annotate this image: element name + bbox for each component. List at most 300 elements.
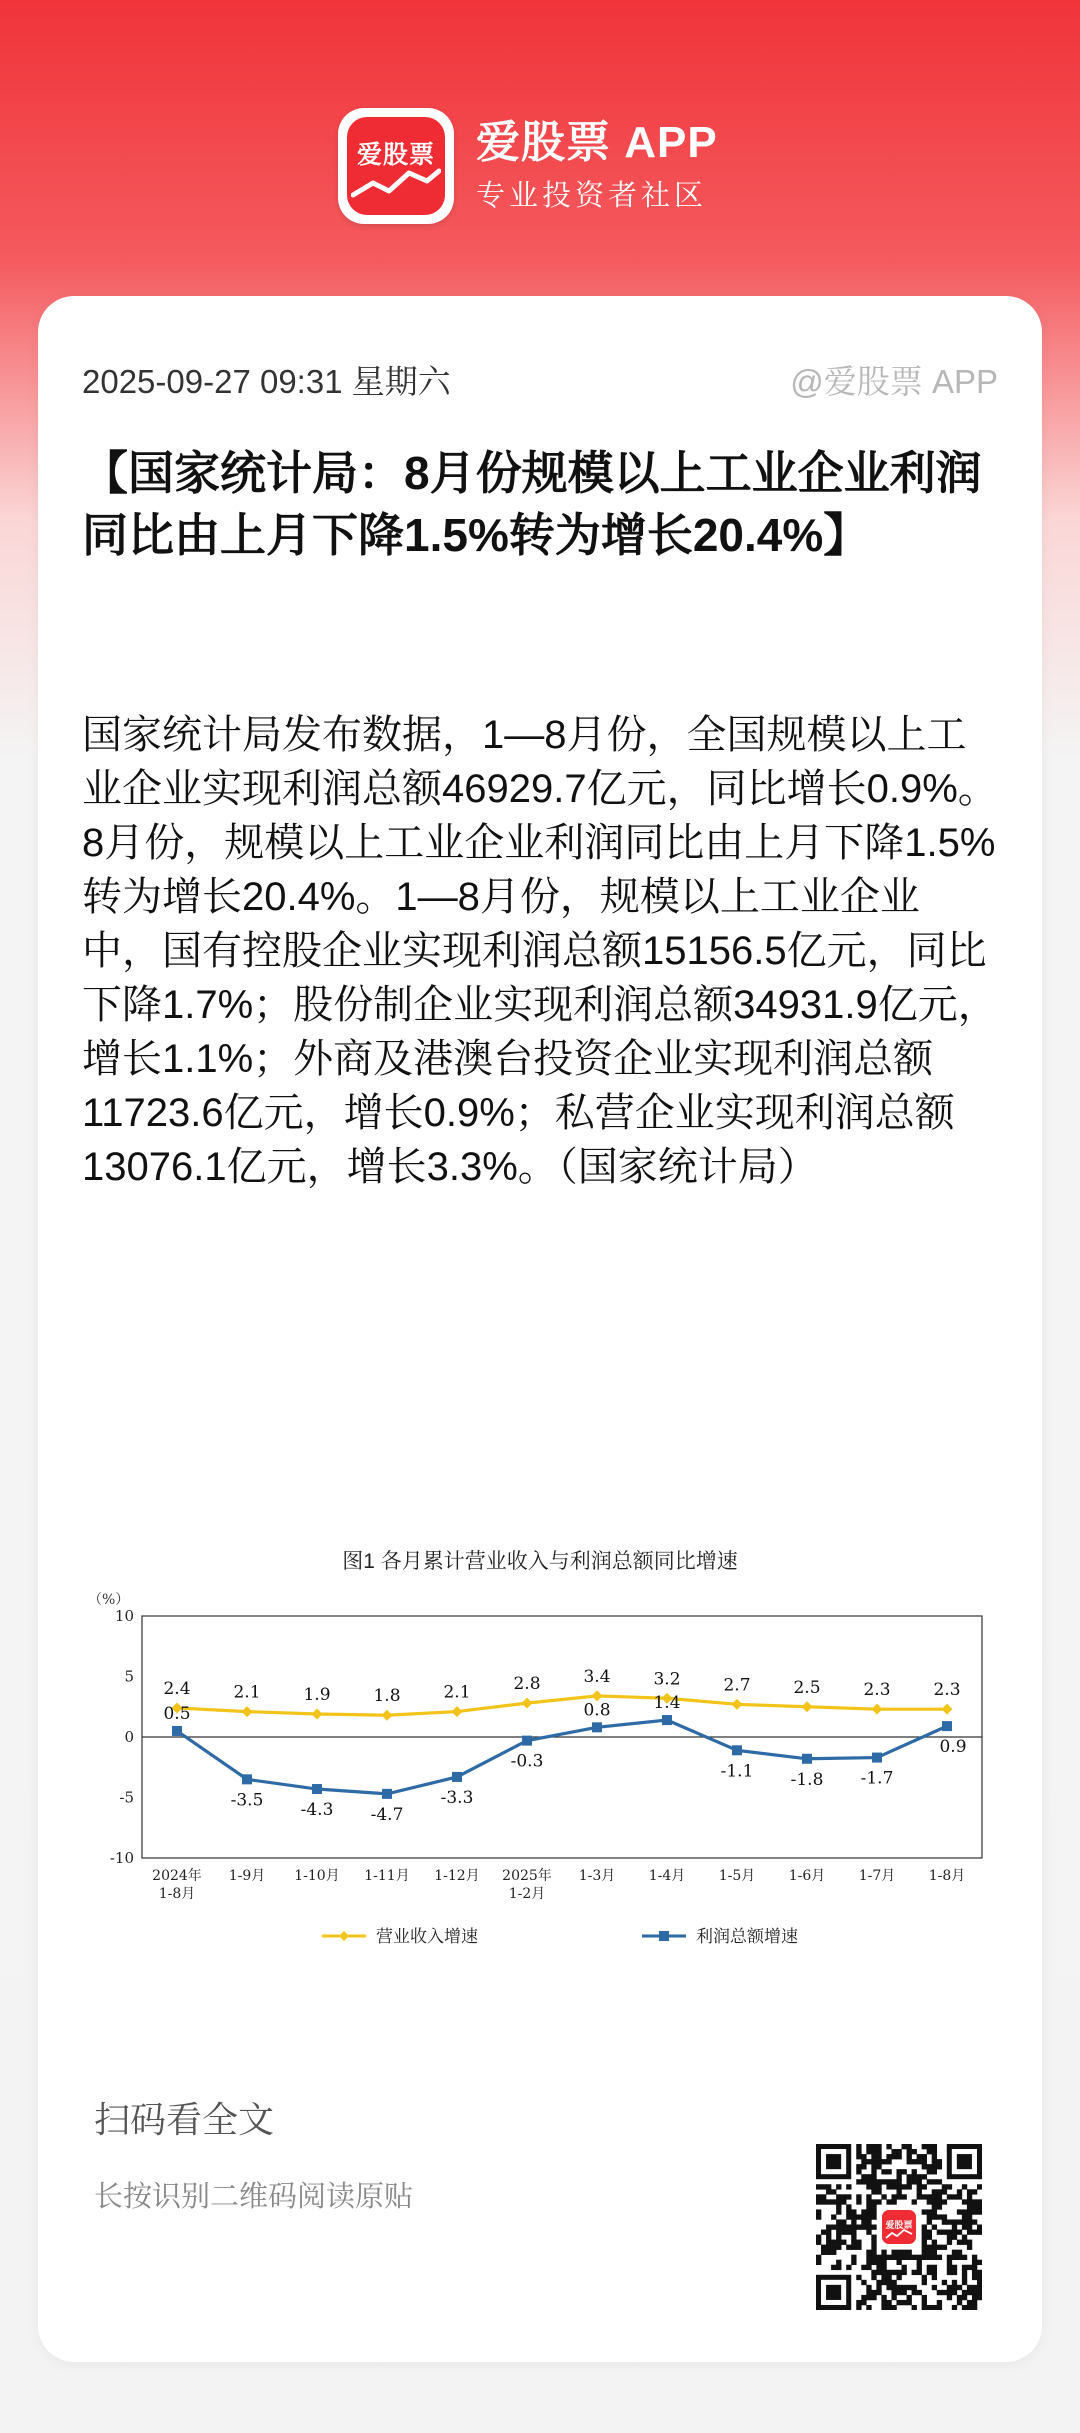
qr-module bbox=[952, 2224, 957, 2229]
qr-module bbox=[831, 2214, 836, 2219]
qr-module bbox=[871, 2179, 876, 2184]
qr-module bbox=[917, 2189, 922, 2194]
qr-module bbox=[932, 2275, 937, 2280]
qr-module bbox=[977, 2204, 982, 2209]
qr-module bbox=[947, 2230, 952, 2235]
qr-module bbox=[917, 2159, 922, 2164]
qr-module bbox=[841, 2224, 846, 2229]
data-label: 2.4 bbox=[163, 1678, 191, 1699]
qr-module bbox=[962, 2235, 967, 2240]
qr-module bbox=[816, 2184, 821, 2189]
data-point bbox=[382, 1710, 393, 1721]
qr-module bbox=[977, 2209, 982, 2214]
qr-module bbox=[922, 2230, 927, 2235]
qr-module bbox=[937, 2194, 942, 2199]
qr-module bbox=[871, 2245, 876, 2250]
qr-module bbox=[962, 2280, 967, 2285]
qr-module bbox=[866, 2159, 871, 2164]
qr-module bbox=[932, 2179, 937, 2184]
qr-module bbox=[836, 2240, 841, 2245]
x-tick-label: 1-8月 bbox=[928, 1868, 966, 1884]
data-label: 2.1 bbox=[233, 1682, 261, 1703]
qr-module bbox=[972, 2300, 977, 2305]
qr-module bbox=[866, 2260, 871, 2265]
qr-module bbox=[866, 2255, 871, 2260]
qr-module bbox=[977, 2224, 982, 2229]
qr-module bbox=[871, 2214, 876, 2219]
qr-module bbox=[886, 2270, 891, 2275]
qr-module bbox=[967, 2230, 972, 2235]
qr-module bbox=[937, 2230, 942, 2235]
qr-module bbox=[977, 2230, 982, 2235]
logo-text: 爱股票 bbox=[356, 141, 435, 169]
qr-module bbox=[831, 2240, 836, 2245]
qr-module bbox=[957, 2240, 962, 2245]
qr-module bbox=[821, 2245, 826, 2250]
qr-module bbox=[836, 2245, 841, 2250]
qr-module bbox=[922, 2164, 927, 2169]
data-point bbox=[522, 1736, 532, 1746]
qr-module bbox=[891, 2255, 896, 2260]
qr-module bbox=[891, 2280, 896, 2285]
qr-module bbox=[891, 2194, 896, 2199]
qr-code[interactable] bbox=[816, 2144, 982, 2310]
qr-module bbox=[876, 2285, 881, 2290]
long-press-hint: 长按识别二维码阅读原贴 bbox=[94, 2181, 414, 2213]
qr-module bbox=[937, 2159, 942, 2164]
qr-finder bbox=[826, 2154, 841, 2169]
qr-module bbox=[907, 2154, 912, 2159]
qr-module bbox=[942, 2230, 947, 2235]
qr-module bbox=[922, 2159, 927, 2164]
qr-module bbox=[972, 2285, 977, 2290]
qr-module bbox=[937, 2179, 942, 2184]
x-tick-label: 1-10月 bbox=[294, 1868, 340, 1884]
qr-module bbox=[826, 2235, 831, 2240]
series-line bbox=[177, 1696, 947, 1715]
qr-module bbox=[967, 2214, 972, 2219]
qr-module bbox=[841, 2240, 846, 2245]
qr-module bbox=[856, 2144, 861, 2149]
qr-module bbox=[967, 2265, 972, 2270]
qr-module bbox=[881, 2280, 886, 2285]
qr-module bbox=[922, 2144, 927, 2149]
qr-module bbox=[942, 2184, 947, 2189]
qr-module bbox=[851, 2209, 856, 2214]
qr-module bbox=[942, 2214, 947, 2219]
qr-module bbox=[912, 2169, 917, 2174]
qr-module bbox=[871, 2159, 876, 2164]
qr-module bbox=[927, 2209, 932, 2214]
qr-module bbox=[972, 2305, 977, 2310]
qr-module bbox=[947, 2184, 952, 2189]
qr-module bbox=[957, 2209, 962, 2214]
qr-module bbox=[831, 2199, 836, 2204]
qr-module bbox=[907, 2184, 912, 2189]
qr-module bbox=[947, 2260, 952, 2265]
qr-module bbox=[891, 2154, 896, 2159]
qr-module bbox=[851, 2260, 856, 2265]
qr-module bbox=[836, 2209, 841, 2214]
qr-module bbox=[866, 2214, 871, 2219]
qr-module bbox=[972, 2275, 977, 2280]
qr-module bbox=[922, 2255, 927, 2260]
qr-module bbox=[866, 2219, 871, 2224]
qr-module bbox=[821, 2184, 826, 2189]
qr-module bbox=[922, 2209, 927, 2214]
qr-module bbox=[866, 2224, 871, 2229]
qr-module bbox=[866, 2179, 871, 2184]
qr-module bbox=[922, 2250, 927, 2255]
legend-marker bbox=[339, 1931, 349, 1941]
qr-module bbox=[972, 2199, 977, 2204]
qr-module bbox=[912, 2179, 917, 2184]
qr-module bbox=[927, 2305, 932, 2310]
qr-module bbox=[886, 2144, 891, 2149]
qr-module bbox=[937, 2245, 942, 2250]
qr-module bbox=[942, 2280, 947, 2285]
qr-module bbox=[922, 2300, 927, 2305]
qr-module bbox=[972, 2230, 977, 2235]
qr-module bbox=[917, 2154, 922, 2159]
qr-module bbox=[962, 2224, 967, 2229]
qr-module bbox=[861, 2214, 866, 2219]
qr-finder bbox=[826, 2285, 841, 2300]
qr-module bbox=[826, 2189, 831, 2194]
qr-module bbox=[876, 2280, 881, 2285]
brand-header bbox=[338, 108, 718, 224]
qr-module bbox=[972, 2270, 977, 2275]
qr-module bbox=[846, 2209, 851, 2214]
qr-module bbox=[891, 2199, 896, 2204]
qr-module bbox=[876, 2270, 881, 2275]
qr-module bbox=[836, 2265, 841, 2270]
qr-module bbox=[962, 2295, 967, 2300]
qr-module bbox=[866, 2209, 871, 2214]
qr-module bbox=[932, 2209, 937, 2214]
qr-module bbox=[846, 2184, 851, 2189]
qr-module bbox=[922, 2240, 927, 2245]
data-label: -1.1 bbox=[720, 1761, 754, 1782]
qr-module bbox=[902, 2285, 907, 2290]
y-tick-label: -10 bbox=[109, 1849, 134, 1867]
y-tick-label: 10 bbox=[114, 1607, 134, 1625]
qr-module bbox=[876, 2199, 881, 2204]
qr-module bbox=[816, 2235, 821, 2240]
data-point bbox=[312, 1784, 322, 1794]
qr-module bbox=[967, 2285, 972, 2290]
qr-module bbox=[896, 2255, 901, 2260]
qr-module bbox=[937, 2164, 942, 2169]
qr-module bbox=[937, 2290, 942, 2295]
qr-module bbox=[902, 2169, 907, 2174]
qr-module bbox=[912, 2290, 917, 2295]
qr-module bbox=[927, 2164, 932, 2169]
qr-module bbox=[896, 2189, 901, 2194]
qr-module bbox=[952, 2290, 957, 2295]
data-label: -3.5 bbox=[230, 1790, 264, 1811]
x-tick-label: 1-4月 bbox=[648, 1868, 686, 1884]
qr-module bbox=[851, 2230, 856, 2235]
qr-module bbox=[871, 2295, 876, 2300]
data-label: -1.8 bbox=[790, 1769, 824, 1790]
qr-module bbox=[967, 2189, 972, 2194]
post-meta bbox=[82, 356, 998, 403]
qr-module bbox=[871, 2204, 876, 2209]
qr-module bbox=[922, 2184, 927, 2189]
qr-module bbox=[876, 2265, 881, 2270]
qr-module bbox=[861, 2295, 866, 2300]
qr-module bbox=[907, 2149, 912, 2154]
data-point bbox=[942, 1704, 953, 1715]
data-point bbox=[452, 1772, 462, 1782]
qr-module bbox=[967, 2245, 972, 2250]
qr-module bbox=[907, 2159, 912, 2164]
qr-module bbox=[977, 2260, 982, 2265]
qr-module bbox=[967, 2305, 972, 2310]
qr-module bbox=[957, 2219, 962, 2224]
qr-module bbox=[932, 2199, 937, 2204]
qr-module bbox=[861, 2174, 866, 2179]
qr-module bbox=[932, 2149, 937, 2154]
qr-module bbox=[937, 2300, 942, 2305]
data-point bbox=[802, 1701, 813, 1712]
qr-module bbox=[886, 2179, 891, 2184]
legend-label: 利润总额增速 bbox=[696, 1927, 798, 1946]
qr-module bbox=[851, 2224, 856, 2229]
qr-module bbox=[871, 2174, 876, 2179]
x-tick-label: 2024年 1-8月 bbox=[152, 1868, 202, 1902]
qr-module bbox=[932, 2169, 937, 2174]
qr-module bbox=[876, 2154, 881, 2159]
qr-module bbox=[876, 2189, 881, 2194]
qr-module bbox=[942, 2219, 947, 2224]
qr-module bbox=[962, 2265, 967, 2270]
qr-module bbox=[927, 2255, 932, 2260]
qr-module bbox=[922, 2275, 927, 2280]
qr-module bbox=[896, 2270, 901, 2275]
qr-module bbox=[947, 2194, 952, 2199]
qr-module bbox=[871, 2199, 876, 2204]
qr-module bbox=[962, 2270, 967, 2275]
qr-module bbox=[871, 2224, 876, 2229]
series-line bbox=[177, 1720, 947, 1794]
qr-module bbox=[896, 2154, 901, 2159]
qr-module bbox=[947, 2270, 952, 2275]
qr-module bbox=[937, 2189, 942, 2194]
qr-module bbox=[866, 2265, 871, 2270]
qr-module bbox=[891, 2285, 896, 2290]
qr-module bbox=[927, 2230, 932, 2235]
qr-module bbox=[856, 2169, 861, 2174]
qr-module bbox=[851, 2240, 856, 2245]
x-tick-label: 1-3月 bbox=[578, 1868, 616, 1884]
qr-module bbox=[896, 2260, 901, 2265]
data-point bbox=[872, 1753, 882, 1763]
qr-module bbox=[917, 2290, 922, 2295]
qr-module bbox=[927, 2199, 932, 2204]
qr-module bbox=[816, 2214, 821, 2219]
qr-module bbox=[972, 2265, 977, 2270]
qr-module bbox=[932, 2305, 937, 2310]
qr-module bbox=[967, 2194, 972, 2199]
qr-module bbox=[957, 2285, 962, 2290]
qr-module bbox=[891, 2295, 896, 2300]
qr-module bbox=[826, 2199, 831, 2204]
data-point bbox=[662, 1715, 672, 1725]
qr-module bbox=[952, 2280, 957, 2285]
qr-module bbox=[856, 2224, 861, 2229]
data-point bbox=[942, 1721, 952, 1731]
qr-module bbox=[917, 2270, 922, 2275]
qr-module bbox=[952, 2285, 957, 2290]
trend-line-icon bbox=[351, 165, 441, 205]
qr-module bbox=[937, 2199, 942, 2204]
data-label: 0.9 bbox=[939, 1737, 967, 1758]
qr-module bbox=[866, 2305, 871, 2310]
qr-module bbox=[922, 2154, 927, 2159]
qr-module bbox=[922, 2174, 927, 2179]
qr-module bbox=[962, 2199, 967, 2204]
data-label: 1.4 bbox=[653, 1693, 681, 1714]
qr-module bbox=[831, 2250, 836, 2255]
qr-module bbox=[896, 2169, 901, 2174]
qr-module bbox=[866, 2290, 871, 2295]
qr-module bbox=[876, 2260, 881, 2265]
qr-module bbox=[846, 2230, 851, 2235]
qr-module bbox=[977, 2184, 982, 2189]
qr-module bbox=[917, 2179, 922, 2184]
qr-module bbox=[891, 2184, 896, 2189]
qr-module bbox=[932, 2240, 937, 2245]
qr-module bbox=[967, 2290, 972, 2295]
qr-module bbox=[831, 2224, 836, 2229]
qr-module bbox=[896, 2290, 901, 2295]
qr-module bbox=[876, 2159, 881, 2164]
qr-module bbox=[952, 2255, 957, 2260]
data-label: -0.3 bbox=[510, 1751, 544, 1772]
qr-module bbox=[917, 2260, 922, 2265]
qr-module bbox=[962, 2255, 967, 2260]
qr-module bbox=[967, 2219, 972, 2224]
qr-module bbox=[967, 2240, 972, 2245]
data-point bbox=[802, 1754, 812, 1764]
data-label: -4.7 bbox=[370, 1804, 404, 1825]
qr-module bbox=[907, 2250, 912, 2255]
qr-module bbox=[856, 2164, 861, 2169]
qr-module bbox=[962, 2209, 967, 2214]
qr-module bbox=[891, 2290, 896, 2295]
data-label: 2.5 bbox=[793, 1677, 821, 1698]
qr-module bbox=[861, 2224, 866, 2229]
data-label: 2.3 bbox=[863, 1680, 891, 1701]
qr-module bbox=[902, 2255, 907, 2260]
qr-module bbox=[922, 2245, 927, 2250]
data-label: 3.2 bbox=[653, 1669, 681, 1690]
qr-module bbox=[821, 2194, 826, 2199]
qr-module bbox=[856, 2305, 861, 2310]
qr-module bbox=[932, 2214, 937, 2219]
qr-module bbox=[957, 2194, 962, 2199]
qr-module bbox=[871, 2270, 876, 2275]
qr-module bbox=[821, 2230, 826, 2235]
qr-module bbox=[871, 2149, 876, 2154]
data-label: -1.7 bbox=[860, 1768, 894, 1789]
qr-module bbox=[902, 2265, 907, 2270]
data-label: 1.9 bbox=[303, 1685, 331, 1706]
qr-module bbox=[871, 2255, 876, 2260]
qr-module bbox=[957, 2230, 962, 2235]
qr-module bbox=[816, 2209, 821, 2214]
qr-module bbox=[922, 2305, 927, 2310]
qr-module bbox=[967, 2204, 972, 2209]
qr-module bbox=[947, 2255, 952, 2260]
qr-module bbox=[967, 2300, 972, 2305]
qr-module bbox=[962, 2290, 967, 2295]
qr-module bbox=[917, 2265, 922, 2270]
qr-module bbox=[932, 2245, 937, 2250]
qr-module bbox=[871, 2169, 876, 2174]
post-title: 【国家统计局：8月份规模以上工业企业利润同比由上月下降1.5%转为增长20.4%】 bbox=[82, 447, 982, 561]
qr-module bbox=[967, 2199, 972, 2204]
data-label: 3.4 bbox=[583, 1666, 611, 1687]
qr-module bbox=[851, 2219, 856, 2224]
qr-module bbox=[851, 2214, 856, 2219]
qr-module bbox=[856, 2199, 861, 2204]
qr-module bbox=[866, 2250, 871, 2255]
qr-module bbox=[856, 2149, 861, 2154]
qr-module bbox=[866, 2230, 871, 2235]
qr-module bbox=[902, 2250, 907, 2255]
qr-module bbox=[831, 2189, 836, 2194]
qr-module bbox=[922, 2280, 927, 2285]
qr-module bbox=[937, 2204, 942, 2209]
qr-module bbox=[866, 2184, 871, 2189]
qr-module bbox=[902, 2144, 907, 2149]
legend-marker bbox=[659, 1931, 669, 1941]
qr-module bbox=[876, 2144, 881, 2149]
qr-module bbox=[856, 2154, 861, 2159]
qr-module bbox=[952, 2270, 957, 2275]
qr-module bbox=[977, 2295, 982, 2300]
qr-module bbox=[947, 2265, 952, 2270]
qr-module bbox=[977, 2275, 982, 2280]
qr-module bbox=[952, 2250, 957, 2255]
qr-module bbox=[861, 2265, 866, 2270]
data-point bbox=[732, 1699, 743, 1710]
qr-module bbox=[912, 2159, 917, 2164]
qr-module bbox=[861, 2154, 866, 2159]
qr-module bbox=[831, 2245, 836, 2250]
qr-module bbox=[881, 2194, 886, 2199]
y-tick-label: 5 bbox=[124, 1667, 134, 1686]
qr-module bbox=[896, 2275, 901, 2280]
qr-module bbox=[972, 2295, 977, 2300]
qr-module bbox=[912, 2305, 917, 2310]
qr-module bbox=[881, 2260, 886, 2265]
qr-module bbox=[836, 2224, 841, 2229]
data-point bbox=[172, 1726, 182, 1736]
brand-subtitle: 专业投资者社区 bbox=[476, 180, 708, 212]
qr-module bbox=[917, 2174, 922, 2179]
x-tick-label: 1-11月 bbox=[364, 1868, 410, 1884]
qr-module bbox=[952, 2219, 957, 2224]
qr-module bbox=[856, 2214, 861, 2219]
qr-module bbox=[881, 2250, 886, 2255]
qr-module bbox=[896, 2285, 901, 2290]
qr-module bbox=[932, 2224, 937, 2229]
qr-module bbox=[871, 2290, 876, 2295]
